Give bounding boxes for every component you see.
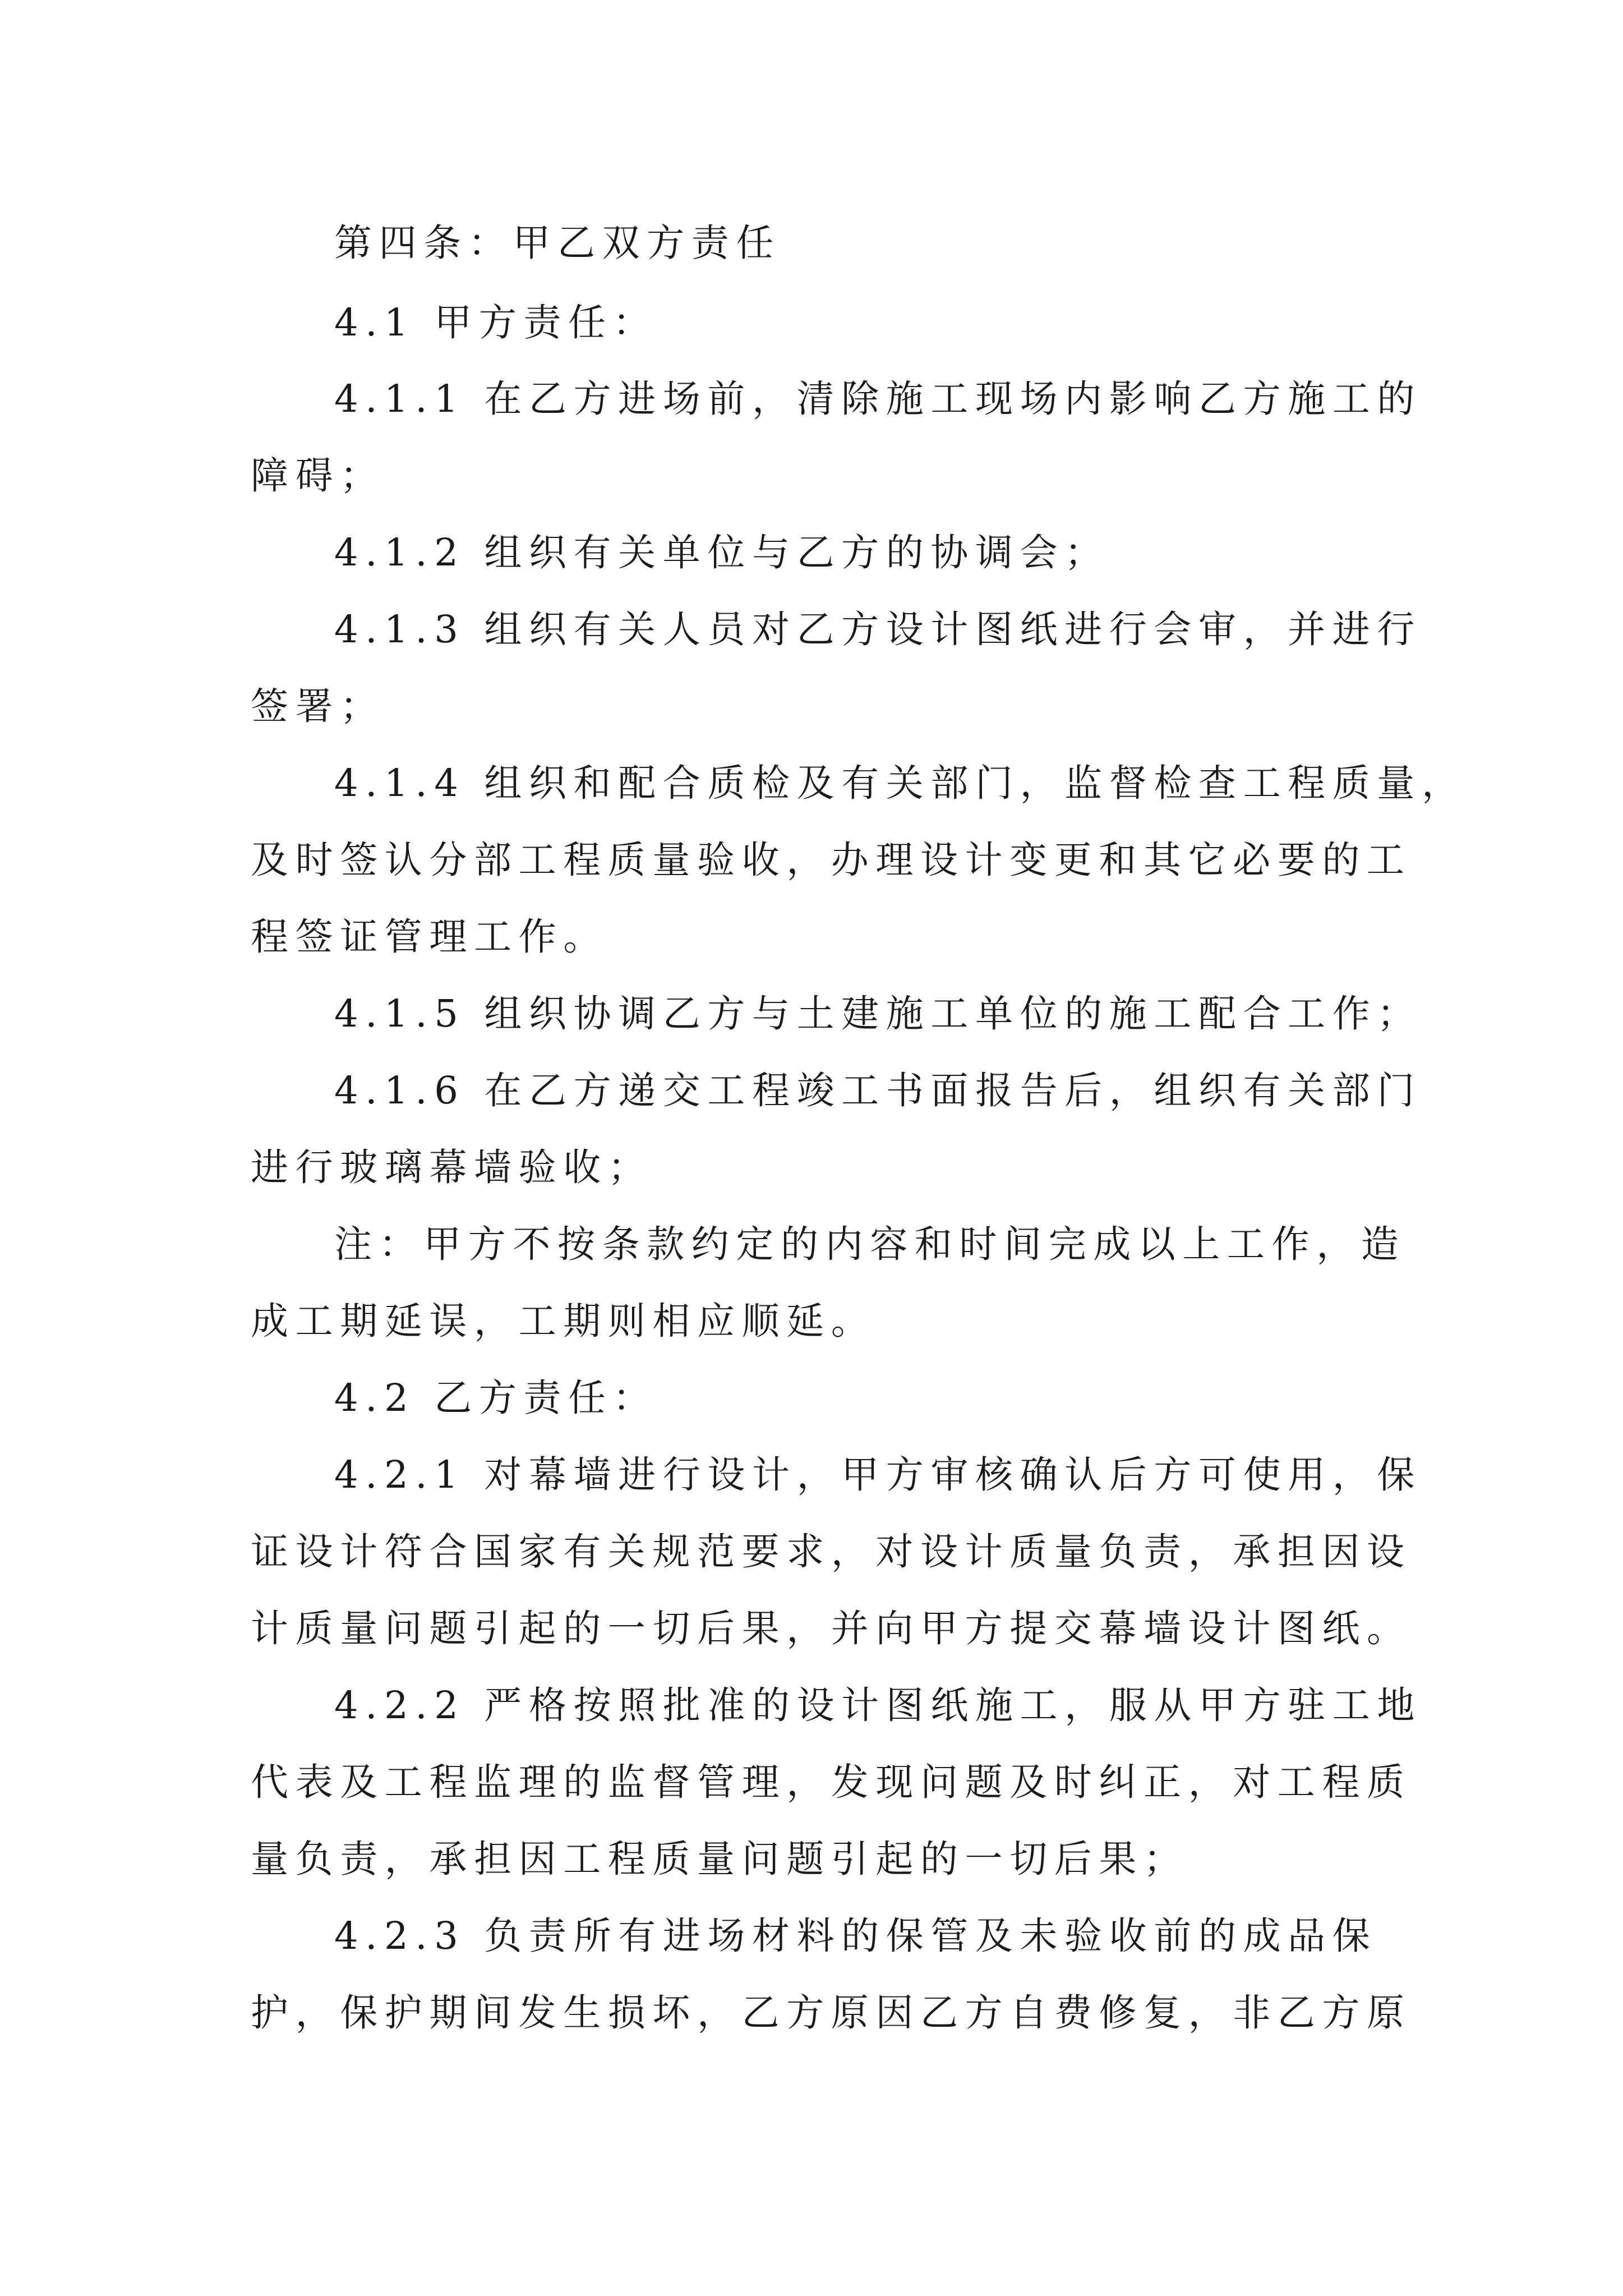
- section-heading: 第四条：甲乙双方责任: [334, 221, 781, 265]
- clause-line: 4.1.3 组织有关人员对乙方设计图纸进行会审，并进行: [334, 608, 1422, 651]
- clause-line: 证设计符合国家有关规范要求，对设计质量负责，承担因设: [251, 1530, 1412, 1573]
- clause-line: 4.2.3 负责所有进场材料的保管及未验收前的成品保: [334, 1914, 1377, 1958]
- subsection-heading: 4.2 乙方责任：: [334, 1376, 658, 1420]
- clause-line: 4.1.2 组织有关单位与乙方的协调会；: [334, 531, 1109, 574]
- clause-line: 4.1.6 在乙方递交工程竣工书面报告后，组织有关部门: [334, 1069, 1422, 1112]
- clause-line: 4.1.5 组织协调乙方与土建施工单位的施工配合工作；: [334, 992, 1422, 1036]
- clause-line: 进行玻璃幕墙验收；: [251, 1145, 653, 1189]
- clause-line: 及时签认分部工程质量验收，办理设计变更和其它必要的工: [251, 838, 1412, 882]
- clause-line: 量负责，承担因工程质量问题引起的一切后果；: [251, 1837, 1188, 1881]
- subsection-heading: 4.1 甲方责任：: [334, 301, 658, 344]
- clause-line: 护，保护期间发生损坏，乙方原因乙方自费修复，非乙方原: [251, 1991, 1412, 2035]
- clause-line: 4.1.1 在乙方进场前，清除施工现场内影响乙方施工的: [334, 377, 1422, 421]
- clause-line: 签署；: [251, 684, 385, 728]
- clause-line: 计质量问题引起的一切后果，并向甲方提交幕墙设计图纸。: [251, 1607, 1412, 1650]
- clause-line: 程签证管理工作。: [251, 915, 608, 959]
- note-line: 注：甲方不按条款约定的内容和时间完成以上工作，造: [334, 1222, 1406, 1266]
- clause-line: 代表及工程监理的监督管理，发现问题及时纠正，对工程质: [251, 1760, 1412, 1804]
- clause-line: 4.2.1 对幕墙进行设计，甲方审核确认后方可使用，保: [334, 1453, 1422, 1497]
- clause-line: 4.1.4 组织和配合质检及有关部门，监督检查工程质量，: [334, 761, 1467, 805]
- clause-line: 4.2.2 严格按照批准的设计图纸施工，服从甲方驻工地: [334, 1683, 1422, 1727]
- clause-line: 障碍；: [251, 454, 385, 498]
- note-line: 成工期延误，工期则相应顺延。: [251, 1299, 876, 1343]
